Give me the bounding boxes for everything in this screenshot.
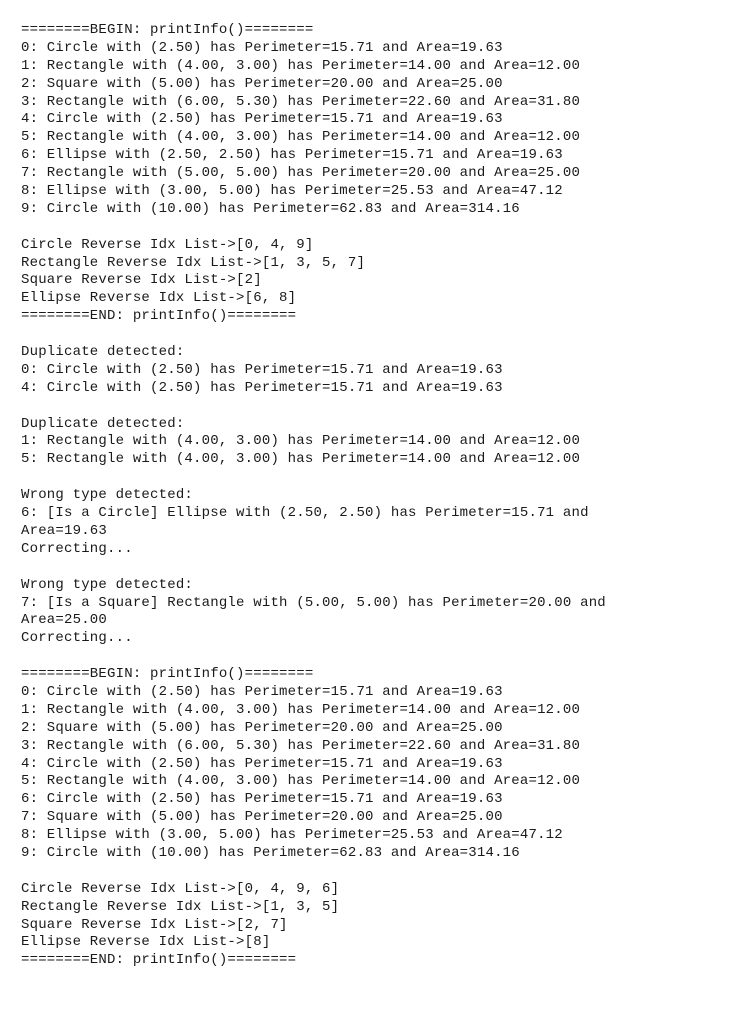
console-line: Correcting... bbox=[21, 630, 133, 647]
console-line: 7: Square with (5.00) has Perimeter=20.00 and Area=25.00 bbox=[21, 809, 503, 826]
console-line: ========END: printInfo()======== bbox=[21, 952, 297, 969]
console-line: ========END: printInfo()======== bbox=[21, 308, 297, 325]
console-line: Rectangle Reverse Idx List->[1, 3, 5] bbox=[21, 898, 340, 915]
console-line: ========BEGIN: printInfo()======== bbox=[21, 666, 314, 683]
console-line: 0: Circle with (2.50) has Perimeter=15.71 and Area=19.63 bbox=[21, 683, 503, 700]
console-line: 1: Rectangle with (4.00, 3.00) has Perimeter=14.00 and Area=12.00 bbox=[21, 701, 581, 718]
blank-line bbox=[21, 326, 721, 344]
console-line: 6: Circle with (2.50) has Perimeter=15.71 and Area=19.63 bbox=[21, 791, 503, 808]
console-line: Duplicate detected: bbox=[21, 415, 185, 432]
console-output bbox=[21, 22, 721, 970]
console-line: 4: Circle with (2.50) has Perimeter=15.71 and Area=19.63 bbox=[21, 111, 503, 128]
console-line: Area=25.00 bbox=[21, 612, 108, 629]
console-line: 4: Circle with (2.50) has Perimeter=15.71 and Area=19.63 bbox=[21, 379, 503, 396]
blank-line bbox=[21, 863, 721, 881]
console-line: Ellipse Reverse Idx List->[8] bbox=[21, 934, 271, 951]
console-line: 6: Ellipse with (2.50, 2.50) has Perimeter=15.71 and Area=19.63 bbox=[21, 147, 563, 164]
console-line: Ellipse Reverse Idx List->[6, 8] bbox=[21, 290, 297, 307]
blank-line bbox=[21, 219, 721, 237]
console-line: Duplicate detected: bbox=[21, 344, 185, 361]
console-line: Square Reverse Idx List->[2, 7] bbox=[21, 916, 288, 933]
console-line: 0: Circle with (2.50) has Perimeter=15.71 and Area=19.63 bbox=[21, 39, 503, 56]
console-line: 2: Square with (5.00) has Perimeter=20.00 and Area=25.00 bbox=[21, 75, 503, 92]
console-line: Area=19.63 bbox=[21, 522, 108, 539]
console-line: Rectangle Reverse Idx List->[1, 3, 5, 7] bbox=[21, 254, 366, 271]
console-line: 7: Rectangle with (5.00, 5.00) has Perimeter=20.00 and Area=25.00 bbox=[21, 165, 581, 182]
blank-line bbox=[21, 469, 721, 487]
console-line: 7: [Is a Square] Rectangle with (5.00, 5.00) has Perimeter=20.00 and bbox=[21, 594, 606, 611]
console-line: 5: Rectangle with (4.00, 3.00) has Perimeter=14.00 and Area=12.00 bbox=[21, 451, 581, 468]
console-line: 1: Rectangle with (4.00, 3.00) has Perimeter=14.00 and Area=12.00 bbox=[21, 57, 581, 74]
console-line: 5: Rectangle with (4.00, 3.00) has Perimeter=14.00 and Area=12.00 bbox=[21, 773, 581, 790]
console-line: 9: Circle with (10.00) has Perimeter=62.83 and Area=314.16 bbox=[21, 200, 520, 217]
console-line: Circle Reverse Idx List->[0, 4, 9, 6] bbox=[21, 880, 340, 897]
console-line: ========BEGIN: printInfo()======== bbox=[21, 22, 314, 38]
console-line: 3: Rectangle with (6.00, 5.30) has Perimeter=22.60 and Area=31.80 bbox=[21, 93, 581, 110]
console-line: 0: Circle with (2.50) has Perimeter=15.71 and Area=19.63 bbox=[21, 361, 503, 378]
console-line: Wrong type detected: bbox=[21, 487, 194, 504]
console-line: 9: Circle with (10.00) has Perimeter=62.83 and Area=314.16 bbox=[21, 844, 520, 861]
console-line: 4: Circle with (2.50) has Perimeter=15.71 and Area=19.63 bbox=[21, 755, 503, 772]
console-line: 6: [Is a Circle] Ellipse with (2.50, 2.50) has Perimeter=15.71 and bbox=[21, 505, 589, 522]
blank-line bbox=[21, 398, 721, 416]
console-line: Wrong type detected: bbox=[21, 576, 194, 593]
console-line: Square Reverse Idx List->[2] bbox=[21, 272, 262, 289]
console-line: Correcting... bbox=[21, 540, 133, 557]
console-line: 2: Square with (5.00) has Perimeter=20.00 and Area=25.00 bbox=[21, 719, 503, 736]
console-line: 8: Ellipse with (3.00, 5.00) has Perimeter=25.53 and Area=47.12 bbox=[21, 183, 563, 200]
console-line: 8: Ellipse with (3.00, 5.00) has Perimeter=25.53 and Area=47.12 bbox=[21, 827, 563, 844]
console-line: Circle Reverse Idx List->[0, 4, 9] bbox=[21, 236, 314, 253]
blank-line bbox=[21, 648, 721, 666]
console-line: 1: Rectangle with (4.00, 3.00) has Perimeter=14.00 and Area=12.00 bbox=[21, 433, 581, 450]
console-line: 3: Rectangle with (6.00, 5.30) has Perimeter=22.60 and Area=31.80 bbox=[21, 737, 581, 754]
console-line: 5: Rectangle with (4.00, 3.00) has Perimeter=14.00 and Area=12.00 bbox=[21, 129, 581, 146]
blank-line bbox=[21, 559, 721, 577]
